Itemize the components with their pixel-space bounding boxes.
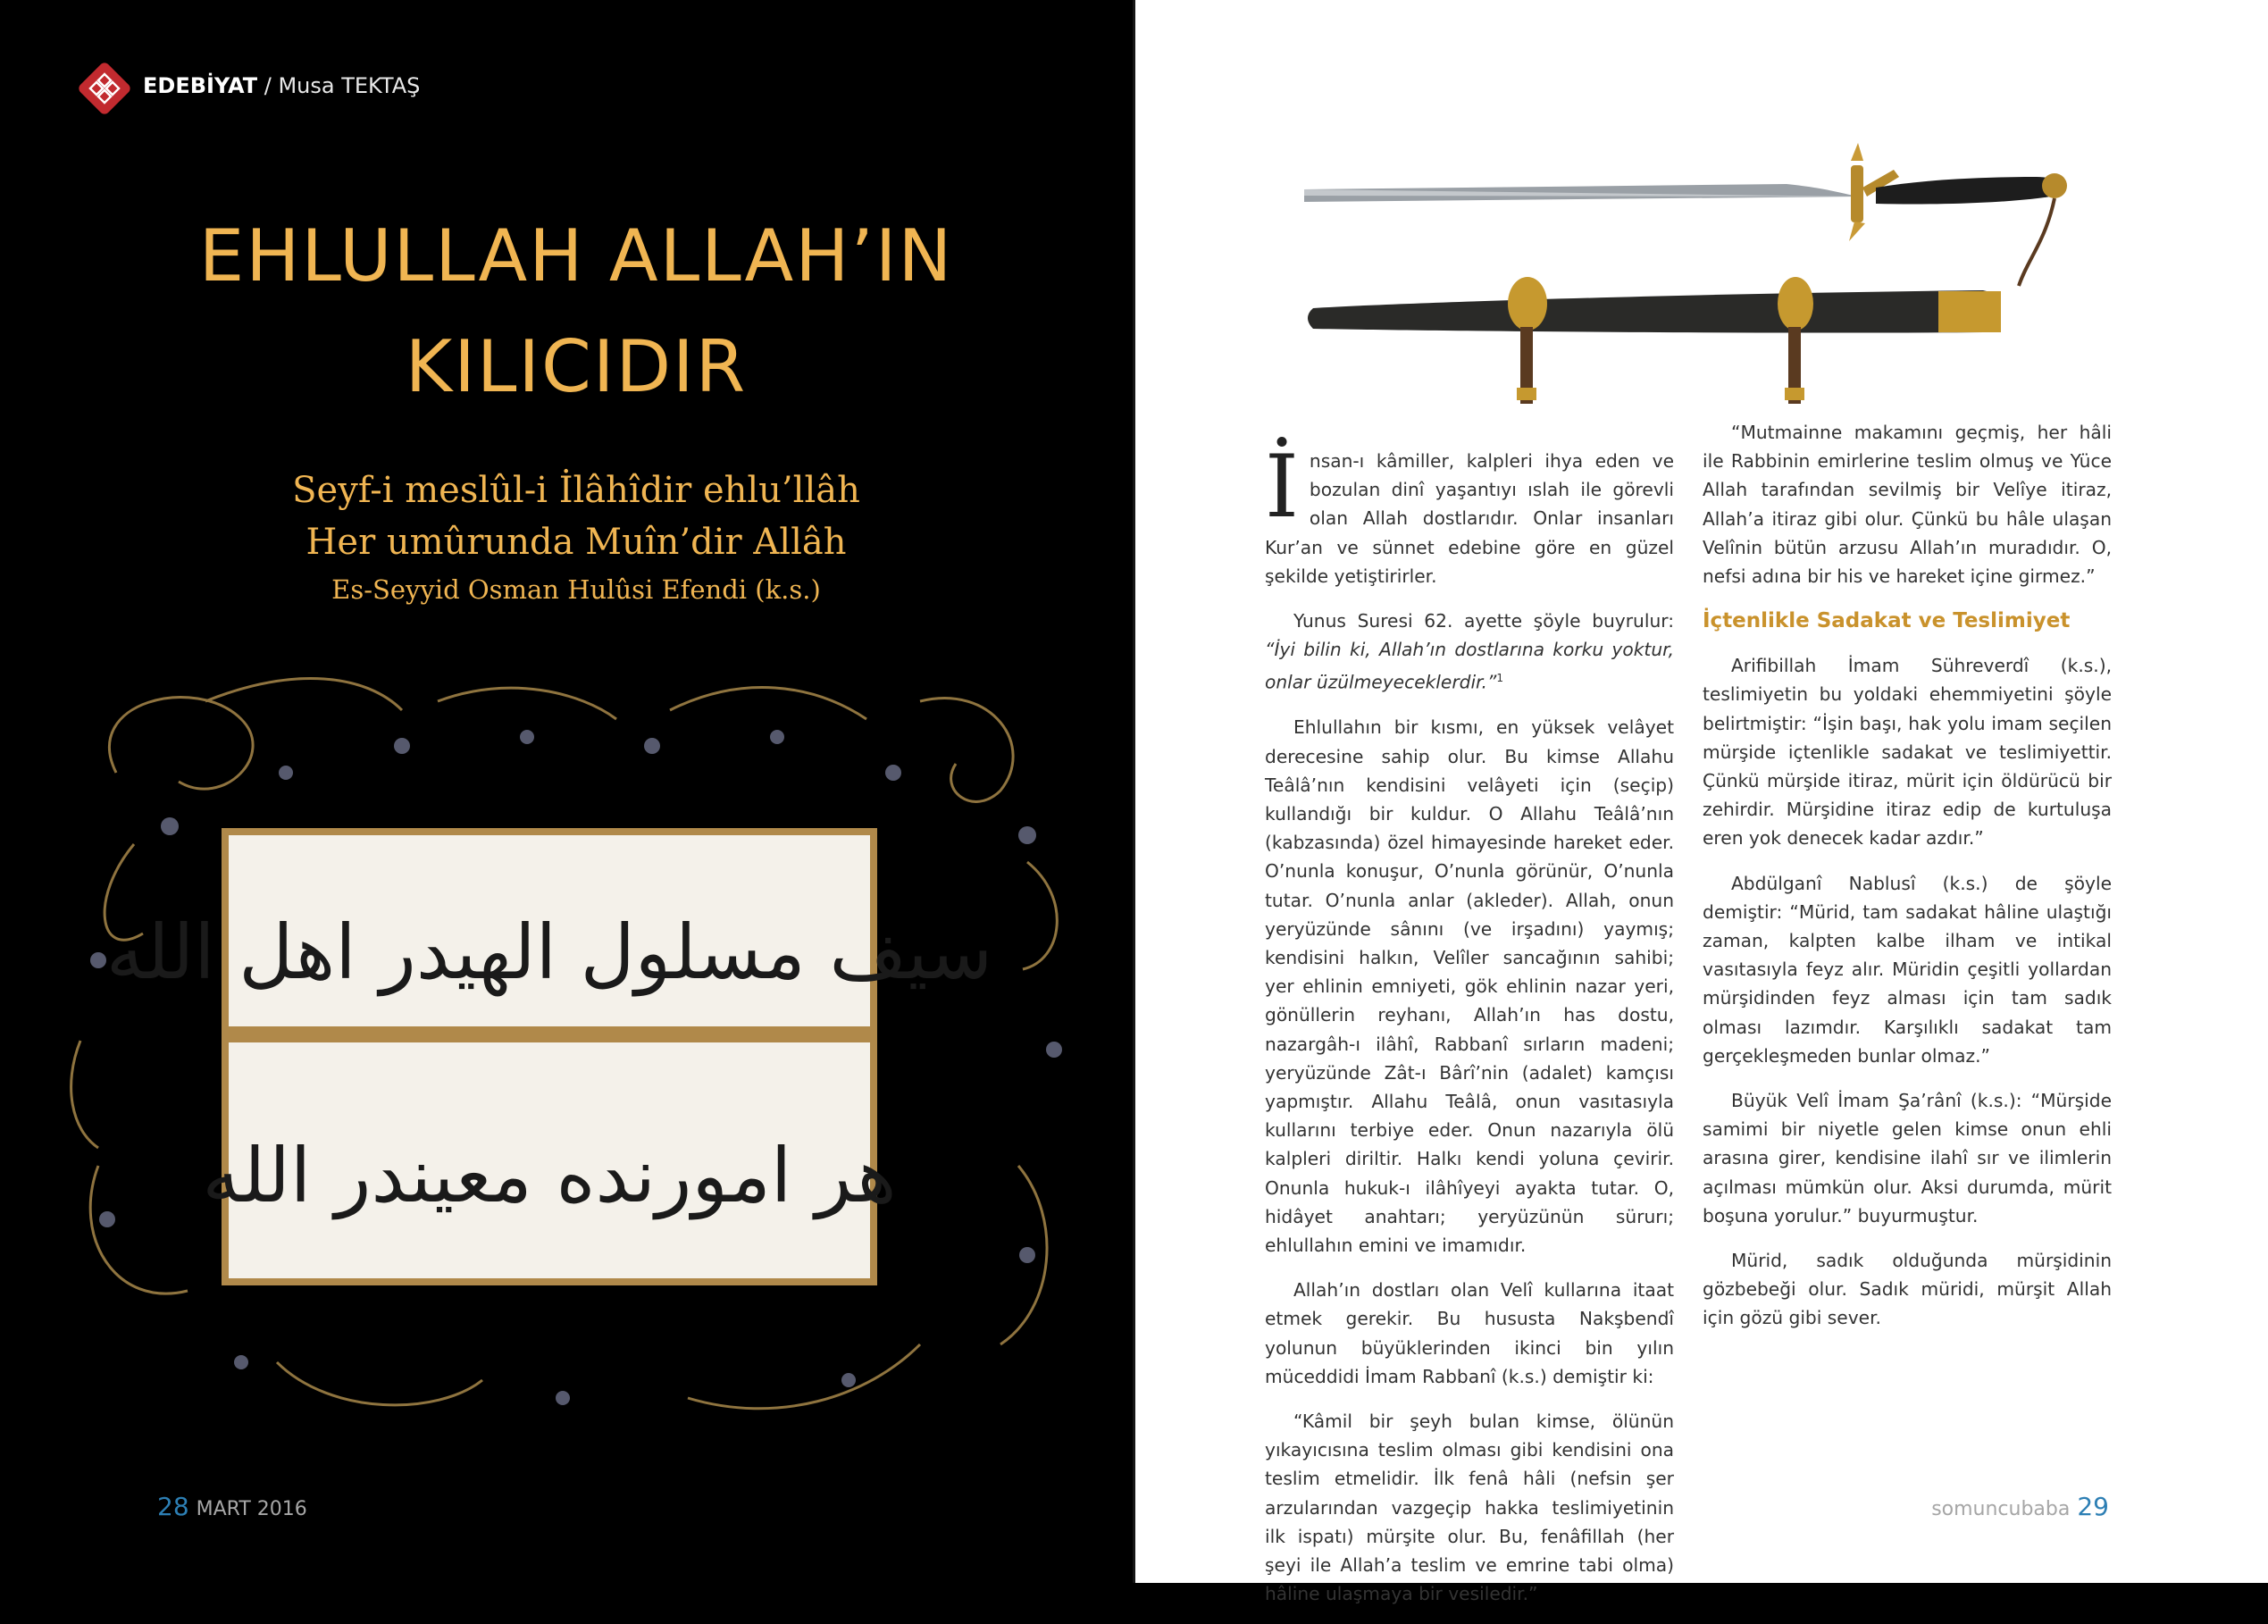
title-line-2: KILICIDIR: [405, 325, 748, 408]
text-column-2: [1703, 420, 2112, 1349]
paragraph-suhreverdi: Arifibillah İmam Sühreverdî (k.s.), teslimiyetin bu yoldaki ehemmiyetini şöyle belirtmiştir: “İşin başı, hak yolu imam seçilen mürşide içtenlikle sadakat ve teslimiyettir. Çünkü mürşide itiraz, mürit için öldürücü bir zehirdir. Mürşidine itiraz edip de kurtuluşa eren yok denecek kadar azdır.”: [1703, 655, 2112, 850]
right-folio: [1931, 1492, 2109, 1521]
magazine-name: somuncubaba: [1931, 1498, 2071, 1520]
verse-line-1: Seyf-i meslûl-i İlâhîdir ehlu’llâh: [292, 470, 860, 511]
verse-line-2: Her umûrunda Muîn’dir Allâh: [305, 522, 847, 563]
paragraph-rabbani-quote: “Kâmil bir şeyh bulan kimse, ölünün yıkayıcısına teslim olması gibi kendisini ona teslim etmelidir. İlk fenâ hâli (nefsin şer arzularından vazgeçip hakka teslimiyetinin ilk ispatı) mürşite olur. Bu, fenâfillah (her şeyi ile Allah’a teslim ve emrine tabi olma) hâline ulaşmaya bir vesiledir.”: [1265, 1411, 1674, 1605]
calligraphy-line-1: سیف مسلول الهیدر اهل الله: [105, 908, 993, 996]
right-page-number: 29: [2077, 1492, 2109, 1521]
drop-cap: İ: [1265, 437, 1299, 537]
paragraph-quran: [1265, 607, 1674, 697]
left-page-number: 28: [157, 1492, 189, 1521]
paragraph-quran-text: Yunus Suresi 62. ayette şöyle buyrulur:: [1293, 610, 1674, 632]
calligraphy-panel: [63, 666, 1081, 1434]
calligraphy-line-2: هر امورنده معیندر الله: [202, 1132, 897, 1219]
paragraph-intro: [1265, 437, 1674, 590]
section-label: [143, 73, 420, 98]
article-title: [143, 201, 1009, 423]
footnote-ref: 1: [1496, 672, 1504, 685]
section-name: EDEBİYAT: [143, 73, 258, 98]
paragraph-nablusi: Abdülganî Nablusî (k.s.) de şöyle demiştir: “Mürid, tam sadakat hâline ulaştığı zaman, kalpten kalbe ilham ve intikal vasıtasıyla feyz alır. Müridin çeşitli yollardan mürşidinden feyz alması için tam sadık olması lazımdır. Karşılıklı sadakat tam gerçekleşmeden bunlar olmaz.”: [1703, 872, 2112, 1067]
title-line-1: EHLULLAH ALLAH’IN: [198, 214, 954, 297]
sword-and-scabbard-image: [1286, 125, 2108, 411]
epigraph-verse: [143, 465, 1009, 611]
paragraph-velayet: Ehlullahın bir kısmı, en yüksek velâyet derecesine sahip olur. Bu kimse Allahu Teâlâ’nın kendisini velâyeti için (seçip) kullandığı bir kuldur. O Allahu Teâlâ’nın (kabzasında) özel himayesinde hareket eder. O’nunla konuşur, O’nunla görünür, O’nunla tutar. O’nunla anlar (akleder). Allah, onun yeryüzünde sânını (ve irşadını) yaymış; kendisini halkın, Velîler sancağının sahibi; yer ehlinin emniyeti, gök ehlinin nazar yeri, gönüllerin reyhanı, Allah’ın has dostu, nazargâh-ı ilâhî, Rabbanî sırların madeni; yeryüzünde Zât-ı Bârî’nin (adalet) kamçısı yapmıştır. Allahu Teâlâ, onun vasıtasıyla kullarını terbiye eder. Onun nazarıyla ölü kalpleri diriltir. Halkı kendi yoluna çevirir. Onunla hukuk-ı ilâhîyeyi ayakta tutar. O, hidâyet anahtarı; yeryüzünün sürurı; ehlullahın emini ve imamıdır.: [1265, 716, 1674, 1257]
issue-month: MART 2016: [196, 1498, 307, 1520]
paragraph-murid: Mürid, sadık olduğunda mürşidinin gözbebeği olur. Sadık müridi, mürşit Allah için gözü gibi sever.: [1703, 1250, 2112, 1329]
quran-quote: “İyi bilin ki, Allah’ın dostlarına korku yoktur, onlar üzülmeyeceklerdir.”: [1265, 639, 1674, 694]
verse-attribution: Es-Seyyid Osman Hulûsi Efendi (k.s.): [331, 574, 821, 605]
diamond-logo-icon: [75, 59, 134, 118]
paragraph-sarani: Büyük Velî İmam Şa’rânî (k.s.): “Mürşide samimi bir niyetle gelen kimse onun ehli arasına girer, kendisine ilahî sır ve ilimlerin açılması mümkün olur. Aksi durumda, mürit boşuna yorulur.” buyurmuştur.: [1703, 1090, 2112, 1226]
author-name: Musa TEKTAŞ: [278, 73, 421, 98]
text-column-1: [1265, 437, 1674, 1624]
section-heading: İçtenlikle Sadakat ve Teslimiyet: [1703, 609, 2071, 633]
paragraph-intro-text: nsan-ı kâmiller, kalpleri ihya eden ve bozulan dinî yaşantıyı ıslah ile görevli olan Allah dostlarıdır. Onlar insanları Kur’an ve sünnet edebine göre en güzel şekilde yetiştirirler.: [1265, 450, 1674, 587]
left-folio: [157, 1492, 307, 1521]
section-separator: /: [257, 73, 279, 98]
paragraph-mutmainne: “Mutmainne makamını geçmiş, her hâli ile Rabbinin emirlerine teslim olmuş ve Yüce Allah tarafından sevilmiş bir Velîye itiraz, Allah’a itiraz gibi olur. Çünkü bu hâle ulaşan Velînin bütün arzusu Allah’ın muradıdır. O, nefsi adına bir his ve hareket içine girmez.”: [1703, 422, 2112, 588]
paragraph-itaat: Allah’ın dostları olan Velî kullarına itaat etmek gerekir. Bu hususta Nakşbendî yolunun büyüklerinden ikinci bin yılın müceddidi İmam Rabbanî (k.s.) demiştir ki:: [1265, 1279, 1674, 1387]
